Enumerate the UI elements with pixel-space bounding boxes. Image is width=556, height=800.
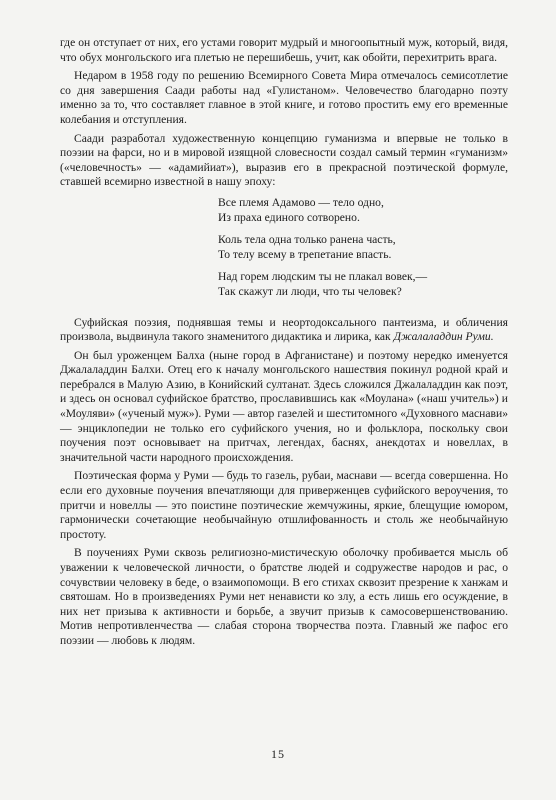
paragraph-rumi-biography: Он был уроженцем Балха (ныне город в Афганистане) и поэтому нередко именуется Джалаладдин Балхи. Отец его к началу монгольского нашествия покинул родной край и перебрался в Малую Азию, в Конийский султанат. Здесь сложился Джалаладдин как поэт, и здесь он основал суфийское братство, прославившись как «Моулана» («наш учитель») и «Моуляви» («ученый муж»). Руми — автор газелей и шеститомного «Духовного маснави» — энциклопедии не только его суфийского учения, но и фольклора, поскольку свои поучения поэт основывает на притчах, легендах, баснях, анекдотах и новеллах, в значительной части народного происхождения.	[60, 348, 508, 464]
paragraph-humanism: Саади разработал художественную концепцию гуманизма и впервые не только в поэзии на фарси, но и в мировой изящной словесности создал самый термин «гуманизм» («человечность» — «адамийиат»), выразив его в прекрасной поэтической формуле, ставшей всемирно известной в нашу эпоху:	[60, 131, 508, 189]
verse-block	[218, 196, 508, 300]
paragraph-gulistan: Недаром в 1958 году по решению Всемирного Совета Мира отмечалось семисотлетие со дня завершения Саади работы над «Гулистаном». Человечество благодарно поэту именно за то, что составляет главное в этой книге, и готово простить ему его временные колебания и отступления.	[60, 69, 508, 126]
verse-stanza	[218, 270, 508, 299]
verse-line: Так скажут ли люди, что ты человек?	[218, 284, 402, 298]
paragraph-rumi-form: Поэтическая форма у Руми — будь то газель, рубаи, маснави — всегда совершенна. Но если его духовные поучения впечатляющи для приверженцев суфийского вероучения, то притчи и новеллы — это поистине поэтические жемчужины, яркие, блещущие юмором, гармонически сочетающие необычайную отшлифованность и столь же необычайную простоту.	[60, 469, 508, 541]
sufi-text: Суфийская поэзия, поднявшая темы и неортодоксального пантеизма, и обличения произвола, выдвинула такого знаменитого дидактика и лирика, как	[60, 315, 508, 344]
section-gap	[60, 308, 508, 316]
rumi-name: Джалаладдин Руми.	[393, 330, 494, 344]
paragraph-sufi-poetry	[60, 316, 508, 345]
paragraph-continuation: где он отступает от них, его устами говорит мудрый и многоопытный муж, который, видя, что обух монгольского ига плетью не перешибешь, учит, как обойти, перехитрить врага.	[60, 36, 508, 64]
verse-line: Все племя Адамово — тело одно,	[218, 195, 384, 209]
page-number: 15	[271, 747, 285, 761]
verse-stanza	[218, 196, 508, 225]
verse-line: Из праха единого сотворено.	[218, 210, 360, 224]
paragraph-rumi-teachings: В поучениях Руми сквозь религиозно-мистическую оболочку пробивается мысль об уважении к человеческой личности, о братстве людей и содружестве народов и рас, о сочувствии человеку в беде, о взаимопомощи. В его стихах сквозит презрение к ханжам и святошам. Но в произведениях Руми нет ненависти ко злу, а есть лишь его осуждение, в них нет призыва к активности и борьбе, а звучит призыв к самосовершенствованию. Мотив непротивленчества — слабая сторона творчества поэта. Главный же пафос его поэзии — любовь к людям.	[60, 546, 508, 647]
verse-stanza	[218, 233, 508, 262]
verse-line: Коль тела одна только ранена часть,	[218, 233, 396, 247]
verse-line: То телу всему в трепетание впасть.	[218, 247, 392, 261]
verse-line: Над горем людским ты не плакал вовек,—	[218, 270, 428, 284]
